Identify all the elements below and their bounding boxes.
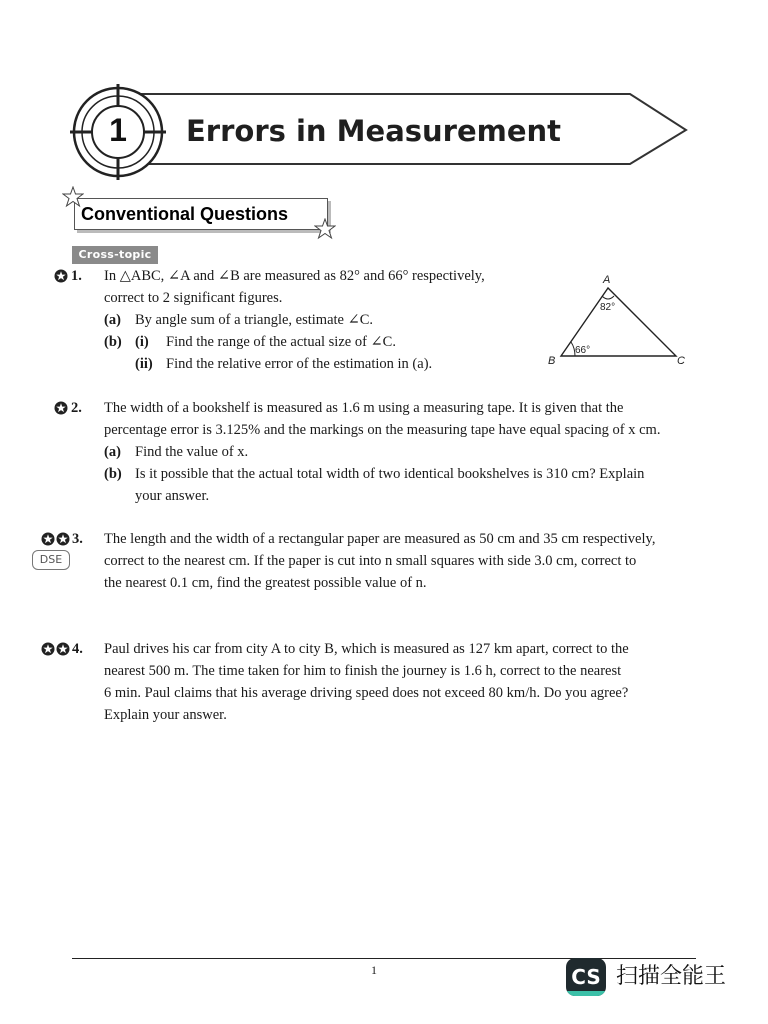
angle-a-label: 82° (600, 302, 616, 313)
question-number: 4. (72, 641, 83, 657)
cross-topic-tag: Cross-topic (72, 246, 158, 264)
chapter-title: Errors in Measurement (186, 114, 562, 148)
part-text: Is it possible that the actual total width of two identical bookshelves is 310 cm? Explain (135, 466, 645, 482)
difficulty-star-icon (54, 401, 68, 415)
question-text-line: The length and the width of a rectangular paper are measured as 50 cm and 35 cm respectively, (104, 531, 656, 547)
subpart-label: (i) (135, 334, 149, 350)
question-text-line: nearest 500 m. The time taken for him to finish the journey is 1.6 h, correct to the nearest (104, 663, 622, 679)
page-number: 1 (371, 963, 377, 977)
part-text: Find the relative error of the estimation in (a). (166, 356, 433, 372)
difficulty-star-icon (54, 269, 68, 283)
scanner-watermark-text: 扫描全能王 (616, 964, 727, 989)
difficulty-star-icon (56, 532, 70, 546)
part-label: (b) (104, 334, 122, 350)
scanner-logo (566, 958, 606, 996)
question-number: 1. (71, 268, 82, 284)
question-text-line: correct to the nearest cm. If the paper is cut into n small squares with side 3.0 cm, correct to (104, 553, 637, 569)
part-label: (b) (104, 466, 122, 482)
question-text-line: In △ABC, ∠A and ∠B are measured as 82° and 66° respectively, (104, 268, 485, 284)
question-text-line: percentage error is 3.125% and the markings on the measuring tape have equal spacing of x cm. (104, 422, 661, 438)
part-text: Find the value of x. (135, 444, 249, 460)
subpart-label: (ii) (135, 356, 153, 372)
question-text-line: 6 min. Paul claims that his average driving speed does not exceed 80 km/h. Do you agree? (104, 685, 629, 701)
section-title: Conventional Questions (81, 204, 289, 224)
difficulty-star-icon (41, 532, 55, 546)
question-number: 2. (71, 400, 82, 416)
difficulty-star-icon (41, 642, 55, 656)
part-text: Find the range of the actual size of ∠C. (166, 334, 396, 350)
question-text-line: Explain your answer. (104, 707, 227, 723)
vertex-label-b: B (548, 355, 556, 367)
dse-badge: DSE (32, 550, 70, 570)
vertex-label-a: A (603, 274, 611, 286)
question-text-line: The width of a bookshelf is measured as 1.6 m using a measuring tape. It is given that the (104, 400, 624, 416)
vertex-label-c: C (677, 355, 685, 367)
part-label: (a) (104, 312, 121, 328)
scanner-logo-text: CS (571, 965, 601, 989)
part-label: (a) (104, 444, 121, 460)
angle-b-label: 66° (575, 345, 591, 356)
difficulty-star-icon (56, 642, 70, 656)
scanner-logo-stripe (566, 991, 606, 996)
star-decoration-icon (314, 218, 336, 240)
part-text: your answer. (135, 488, 210, 504)
question-text-line: correct to 2 significant figures. (104, 290, 283, 306)
question-text-line: Paul drives his car from city A to city B, which is measured as 127 km apart, correct to the (104, 641, 629, 657)
question-number: 3. (72, 531, 83, 547)
chapter-number: 1 (109, 112, 127, 148)
question-text-line: the nearest 0.1 cm, find the greatest possible value of n. (104, 575, 427, 591)
part-text: By angle sum of a triangle, estimate ∠C. (135, 312, 374, 328)
triangle-figure (540, 266, 690, 372)
